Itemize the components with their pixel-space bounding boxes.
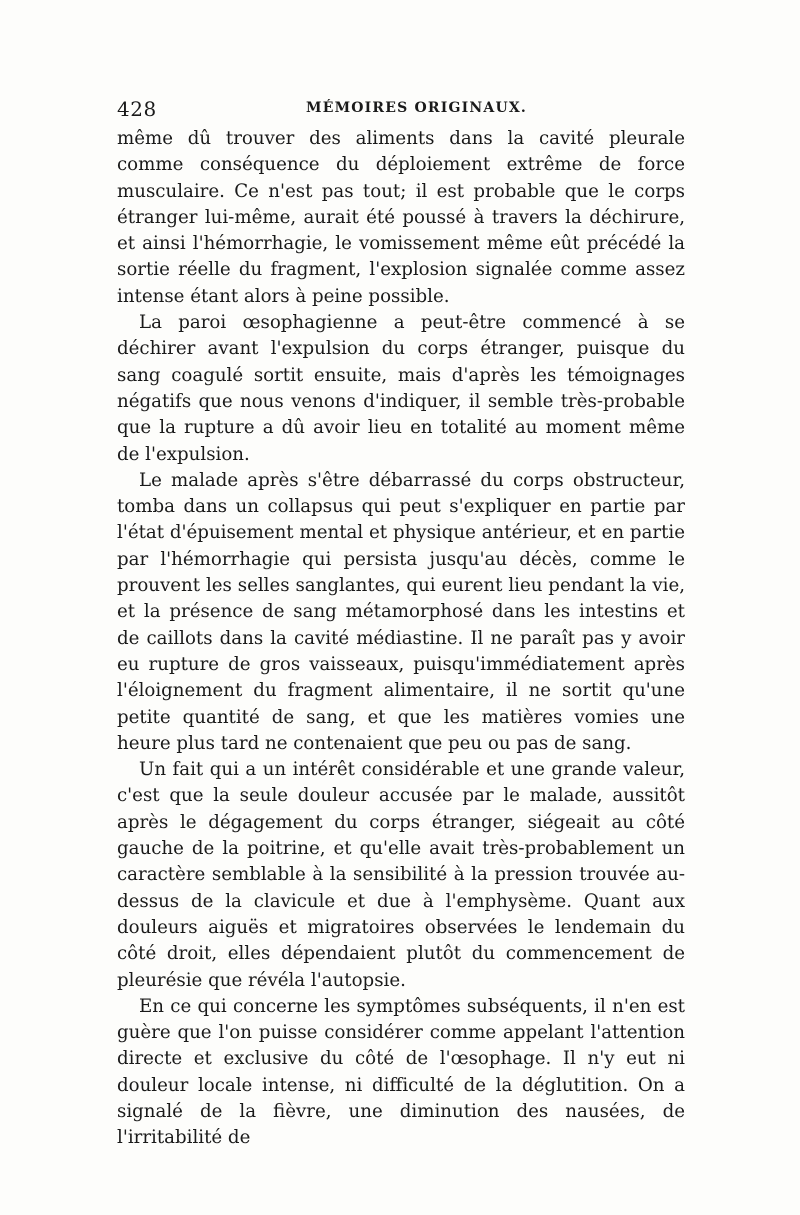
paragraph-5: En ce qui concerne les symptômes subséquents, il n'en est guère que l'on puisse considérer comme appelant l'attention directe et exclusive du côté de l'œsophage. Il n'y eut ni douleur locale intense, ni difficulté de la déglutition. On a signalé de la fièvre, une diminution des nausées, de l'irritabilité de: [117, 995, 685, 1149]
running-head: MÉMOIRES ORIGINAUX.: [306, 100, 527, 116]
body-text: [117, 126, 685, 1152]
paragraph-1: même dû trouver des aliments dans la cavité pleurale comme conséquence du déploiement extrême de force musculaire. Ce n'est pas tout; il est probable que le corps étranger lui-même, aurait été poussé à travers la déchirure, et ainsi l'hémorrhagie, le vomissement même eût précédé la sortie réelle du fragment, l'explosion signalée comme assez intense étant alors à peine possible.: [117, 128, 685, 307]
paragraph-2: La paroi œsophagienne a peut-être commencé à se déchirer avant l'expulsion du corps étranger, puisque du sang coagulé sortit ensuite, mais d'après les témoignages négatifs que nous venons d'indiquer, il semble très-probable que la rupture a dû avoir lieu en totalité au moment même de l'expulsion.: [117, 312, 685, 465]
page-number: 428: [117, 97, 157, 121]
paragraph-3: Le malade après s'être débarrassé du corps obstructeur, tomba dans un collapsus qui peut s'expliquer en partie par l'état d'épuisement mental et physique antérieur, et en partie par l'hémorrhagie qui persista jusqu'au décès, comme le prouvent les selles sanglantes, qui eurent lieu pendant la vie, et la présence de sang métamorphosé dans les intestins et de caillots dans la cavité médiastine. Il ne paraît pas y avoir eu rupture de gros vaisseaux, puisqu'immédiatement après l'éloignement du fragment alimentaire, il ne sortit qu'une petite quantité de sang, et que les matières vomies une heure plus tard ne contenaient que peu ou pas de sang.: [117, 469, 685, 754]
page-header: [117, 97, 687, 121]
paragraph-4: Un fait qui a un intérêt considérable et une grande valeur, c'est que la seule douleur accusée par le malade, aussitôt après le dégagement du corps étranger, siégeait au côté gauche de la poitrine, et qu'elle avait très-probablement un caractère semblable à la sensibilité à la pression trouvée au-dessus de la clavicule et due à l'emphysème. Quant aux douleurs aiguës et migratoires observées le lendemain du côté droit, elles dépendaient plutôt du commencement de pleurésie que révéla l'autopsie.: [117, 759, 685, 991]
